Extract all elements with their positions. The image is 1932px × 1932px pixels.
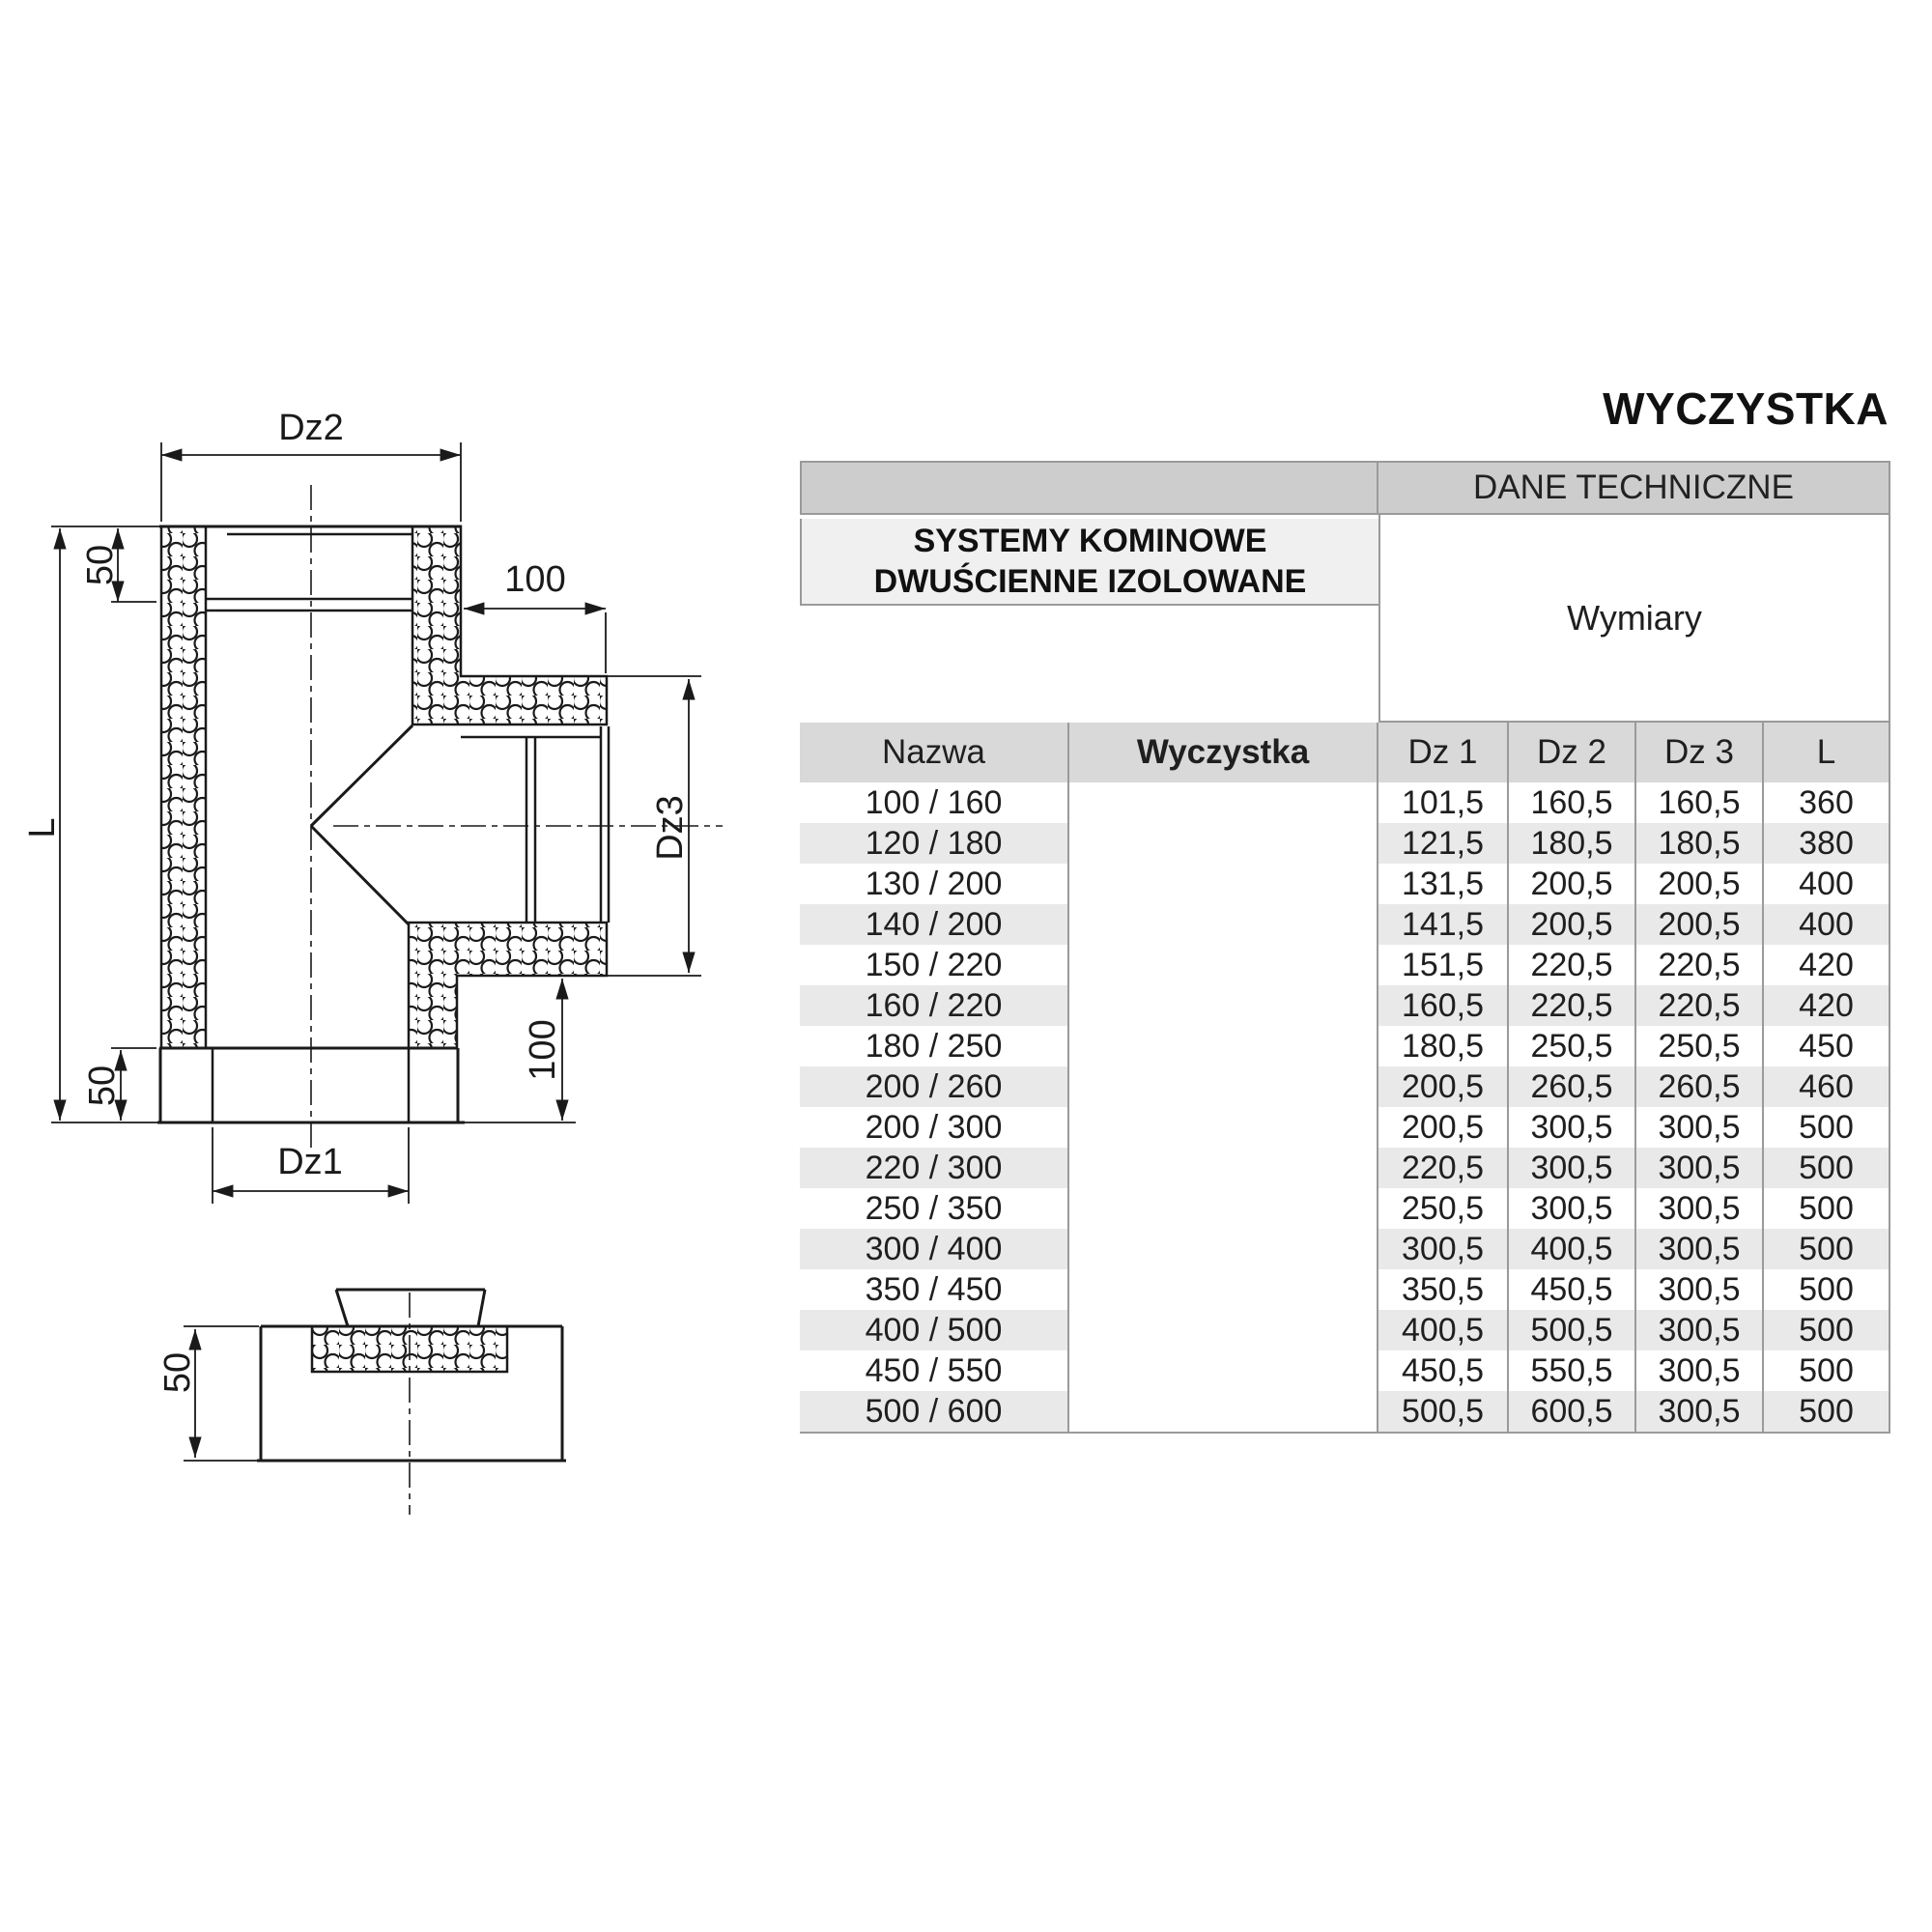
dimensions-cell: Wymiary (1378, 515, 1890, 723)
dim-label-bottom-50: 50 (82, 1065, 123, 1107)
dz2-cell: 600,5 (1509, 1391, 1636, 1432)
table-header-band (800, 461, 1890, 515)
dz2-cell: 200,5 (1509, 864, 1636, 904)
row-name-cell: 180 / 250 (800, 1026, 1069, 1066)
dz1-cell: 160,5 (1378, 985, 1509, 1026)
header-band-title: DANE TECHNICZNE (1473, 469, 1794, 506)
dz3-cell: 300,5 (1636, 1391, 1764, 1432)
column-header-l: L (1764, 723, 1890, 782)
page-title: WYCZYSTKA (1603, 384, 1889, 434)
row-name-cell: 150 / 220 (800, 945, 1069, 985)
dz3-cell: 160,5 (1636, 782, 1764, 823)
row-name-cell: 140 / 200 (800, 904, 1069, 945)
dz2-cell: 300,5 (1509, 1107, 1636, 1148)
row-name-cell: 350 / 450 (800, 1269, 1069, 1310)
dim-label-top-50: 50 (80, 544, 121, 586)
l-cell: 380 (1764, 823, 1890, 864)
row-name-cell: 300 / 400 (800, 1229, 1069, 1269)
dz2-cell: 450,5 (1509, 1269, 1636, 1310)
table-row (800, 1391, 1890, 1432)
l-cell: 500 (1764, 1350, 1890, 1391)
wyczystka-cell (1069, 1026, 1378, 1066)
dz3-cell: 300,5 (1636, 1107, 1764, 1148)
table-row (800, 823, 1890, 864)
table-row (800, 904, 1890, 945)
table-row (800, 1269, 1890, 1310)
table-row (800, 1148, 1890, 1188)
l-cell: 500 (1764, 1188, 1890, 1229)
dz2-cell: 220,5 (1509, 945, 1636, 985)
dz3-cell: 220,5 (1636, 945, 1764, 985)
column-header-nazwa: Nazwa (800, 723, 1069, 782)
l-cell: 500 (1764, 1107, 1890, 1148)
wyczystka-cell (1069, 823, 1378, 864)
wyczystka-cell (1069, 1350, 1378, 1391)
dz3-cell: 300,5 (1636, 1310, 1764, 1350)
pipe-outline (157, 526, 566, 1461)
row-name-cell: 160 / 220 (800, 985, 1069, 1026)
dz2-cell: 300,5 (1509, 1148, 1636, 1188)
wyczystka-cell (1069, 1148, 1378, 1188)
l-cell: 360 (1764, 782, 1890, 823)
column-header-dz2: Dz 2 (1509, 723, 1636, 782)
table-row (800, 1229, 1890, 1269)
wyczystka-cell (1069, 904, 1378, 945)
dz3-cell: 180,5 (1636, 823, 1764, 864)
table-row (800, 864, 1890, 904)
dz2-cell: 260,5 (1509, 1066, 1636, 1107)
dim-label-L: L (22, 817, 63, 838)
l-cell: 500 (1764, 1148, 1890, 1188)
l-cell: 460 (1764, 1066, 1890, 1107)
row-name-cell: 100 / 160 (800, 782, 1069, 823)
l-cell: 500 (1764, 1229, 1890, 1269)
dz1-cell: 151,5 (1378, 945, 1509, 985)
row-name-cell: 220 / 300 (800, 1148, 1069, 1188)
dz1-cell: 200,5 (1378, 1066, 1509, 1107)
table-row (800, 1188, 1890, 1229)
dz2-cell: 160,5 (1509, 782, 1636, 823)
table-row (800, 945, 1890, 985)
dz3-cell: 220,5 (1636, 985, 1764, 1026)
column-header-dz3: Dz 3 (1636, 723, 1764, 782)
category-cell (800, 519, 1378, 606)
l-cell: 500 (1764, 1391, 1890, 1432)
dz3-cell: 200,5 (1636, 904, 1764, 945)
table-row (800, 1107, 1890, 1148)
wyczystka-cell (1069, 1229, 1378, 1269)
table-row (800, 1310, 1890, 1350)
wyczystka-cell (1069, 864, 1378, 904)
dz2-cell: 220,5 (1509, 985, 1636, 1026)
row-name-cell: 400 / 500 (800, 1310, 1069, 1350)
category-line-2: DWUŚCIENNE IZOLOWANE (873, 563, 1307, 600)
table-row (800, 782, 1890, 823)
dimension-labels (22, 408, 691, 1393)
dz3-cell: 250,5 (1636, 1026, 1764, 1066)
dim-label-vert-100: 100 (523, 1019, 563, 1081)
spec-table (800, 461, 1890, 1434)
wyczystka-cell (1069, 1107, 1378, 1148)
dz2-cell: 400,5 (1509, 1229, 1636, 1269)
table-row (800, 1350, 1890, 1391)
wyczystka-cell (1069, 1188, 1378, 1229)
wyczystka-cell (1069, 945, 1378, 985)
dz2-cell: 180,5 (1509, 823, 1636, 864)
dz3-cell: 200,5 (1636, 864, 1764, 904)
table-body (800, 782, 1890, 1434)
wyczystka-cell (1069, 985, 1378, 1026)
l-cell: 400 (1764, 864, 1890, 904)
table-row (800, 985, 1890, 1026)
l-cell: 420 (1764, 985, 1890, 1026)
row-name-cell: 200 / 260 (800, 1066, 1069, 1107)
category-line-1: SYSTEMY KOMINOWE (913, 523, 1267, 559)
dim-label-section-50: 50 (157, 1351, 198, 1394)
wyczystka-cell (1069, 1391, 1378, 1432)
row-name-cell: 200 / 300 (800, 1107, 1069, 1148)
dz2-cell: 250,5 (1509, 1026, 1636, 1066)
dz3-cell: 260,5 (1636, 1066, 1764, 1107)
dz2-cell: 200,5 (1509, 904, 1636, 945)
dz3-cell: 300,5 (1636, 1269, 1764, 1310)
dz3-cell: 300,5 (1636, 1229, 1764, 1269)
dz1-cell: 180,5 (1378, 1026, 1509, 1066)
dz1-cell: 250,5 (1378, 1188, 1509, 1229)
dz1-cell: 200,5 (1378, 1107, 1509, 1148)
row-name-cell: 120 / 180 (800, 823, 1069, 864)
dz1-cell: 500,5 (1378, 1391, 1509, 1432)
dz2-cell: 550,5 (1509, 1350, 1636, 1391)
l-cell: 450 (1764, 1026, 1890, 1066)
wyczystka-cell (1069, 1269, 1378, 1310)
dz1-cell: 400,5 (1378, 1310, 1509, 1350)
table-row (800, 1026, 1890, 1066)
dim-label-dz2: Dz2 (278, 408, 344, 448)
column-header-wyczystka: Wyczystka (1069, 723, 1378, 782)
dz2-cell: 300,5 (1509, 1188, 1636, 1229)
wyczystka-cell (1069, 1310, 1378, 1350)
dz1-cell: 131,5 (1378, 864, 1509, 904)
dz3-cell: 300,5 (1636, 1350, 1764, 1391)
row-name-cell: 130 / 200 (800, 864, 1069, 904)
dz1-cell: 300,5 (1378, 1229, 1509, 1269)
l-cell: 400 (1764, 904, 1890, 945)
column-header-dz1: Dz 1 (1378, 723, 1509, 782)
header-band-empty-cell (802, 463, 1378, 513)
dz3-cell: 300,5 (1636, 1148, 1764, 1188)
table-column-headers (800, 723, 1890, 782)
wyczystka-cell (1069, 782, 1378, 823)
dz1-cell: 220,5 (1378, 1148, 1509, 1188)
table-row (800, 1066, 1890, 1107)
dz3-cell: 300,5 (1636, 1188, 1764, 1229)
dz1-cell: 141,5 (1378, 904, 1509, 945)
l-cell: 420 (1764, 945, 1890, 985)
dim-label-branch-100: 100 (504, 559, 566, 600)
dz1-cell: 121,5 (1378, 823, 1509, 864)
dz1-cell: 350,5 (1378, 1269, 1509, 1310)
dz2-cell: 500,5 (1509, 1310, 1636, 1350)
wyczystka-cell (1069, 1066, 1378, 1107)
l-cell: 500 (1764, 1310, 1890, 1350)
row-name-cell: 450 / 550 (800, 1350, 1069, 1391)
row-name-cell: 250 / 350 (800, 1188, 1069, 1229)
table-subheader (800, 515, 1890, 723)
row-name-cell: 500 / 600 (800, 1391, 1069, 1432)
l-cell: 500 (1764, 1269, 1890, 1310)
insulation-hatch (161, 526, 607, 1372)
dim-label-dz1: Dz1 (277, 1142, 343, 1182)
dz1-cell: 450,5 (1378, 1350, 1509, 1391)
dz1-cell: 101,5 (1378, 782, 1509, 823)
dim-label-dz3: Dz3 (650, 795, 691, 861)
